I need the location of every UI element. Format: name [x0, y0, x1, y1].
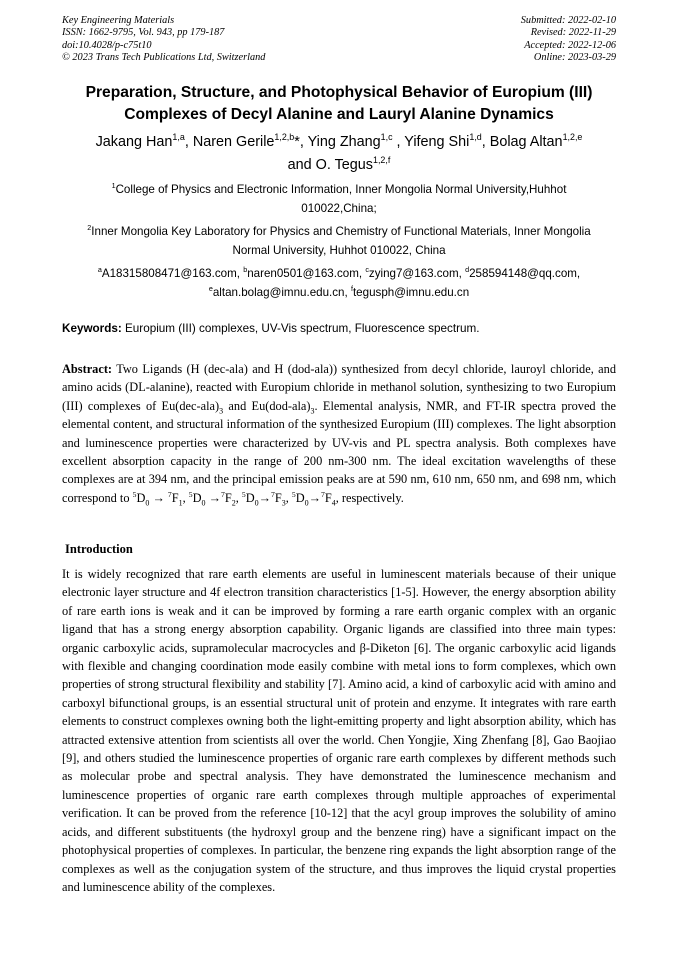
revised-date: Revised: 2022-11-29 — [530, 27, 616, 39]
subscript: 0 — [145, 498, 150, 508]
accepted-date: Accepted: 2022-12-06 — [524, 39, 616, 51]
superscript: 7 — [321, 489, 325, 499]
arrow: → — [258, 490, 271, 505]
online-date: Online: 2023-03-29 — [533, 52, 616, 64]
affil-text: College of Physics and Electronic Information, Inner Mongolia Normal University,Huhhot — [115, 183, 567, 196]
keywords-label: Keywords: — [62, 322, 122, 335]
transition — [291, 489, 404, 508]
affiliation-1 — [40, 181, 638, 218]
affil-text: Inner Mongolia Key Laboratory for Physics and Chemistry of Functional Materials, Inner Mongolia — [91, 225, 591, 238]
email-marker: c — [365, 265, 369, 275]
transition — [188, 489, 242, 508]
email-address: naren0501@163.com, — [247, 267, 366, 280]
superscript: 7 — [167, 489, 172, 499]
subscript: 3 — [310, 406, 315, 416]
introduction-heading: Introduction — [65, 542, 133, 556]
paper-title — [40, 82, 638, 126]
authors-line-1 — [30, 131, 648, 154]
author-affil: 1,c — [380, 132, 393, 143]
abstract-text: . Elemental analysis, NMR, and FT-IR spectra proved the elemental content, and structural information of the synthesized Europium (III) complexes. The light absorption and luminescence properties were characterized by UV-vis and PL spectra analysis. Both complexes have excellent absorption capacity in the range of 200 nm-300 nm. The ideal excitation wavelengths of these complexes are at 394 nm, and the principal emission peaks are at 590 nm, 610 nm, 650 nm, and 698 nm, which correspond to — [62, 398, 616, 505]
journal-header — [62, 15, 265, 65]
email-marker: d — [465, 265, 470, 275]
separator: , — [235, 490, 242, 505]
introduction-body: It is widely recognized that rare earth elements are useful in luminescent materials because of their unique electronic layer structure and 4f electron transition characteristics [1-5]. However, the energy absorption ability of rare earth ions is weak and it can be improved by forming a rare earth organic complex with an organic ligand that has a strong energy absorption capability. Organic ligands are classified into three main types: organic carboxylic acids, supramolecular macrocycles and β-Diketon [6]. The organic carboxylic acid ligands with flexible and changing coordination mode easily combine with metal ions to form complexes, which own properties of strong structural flexibility and stability [7]. Amino acid, a kind of carboxylic acid with amino and carboxyl bifunctional groups, is an essential structural unit of protein and enzyme. It integrates with rare earth elements to construct complexes owning both the light-emitting property and light absorption ability, which has attracted extensive attention from scientists all over the world. Chen Yongjie, Xing Zhenfang [8], Gao Baojiao [9], and others studied the luminescence properties of organic rare earth complexes by different methods such as molecular probe and spectral analysis. They have demonstrated the luminescence mechanism and luminescence properties of organic rare earth complexes through multiple approaches of experimental verification. It can be proved from the reference [10-12] that the acyl group improves the solubility of amino acids, and different substituents (the hydroxyl group and the benzene ring) have a significant impact on the photophysical properties of complexes. In particular, the benzene ring expands the light absorption range of the complexes as well as the conjugation system of the structure, and thus improves the liquid crystal properties and luminescence ability of the complexes. — [62, 567, 616, 894]
arrow: → — [149, 490, 168, 505]
affiliation-2 — [40, 223, 638, 260]
author-name: Jakang Han — [95, 134, 173, 150]
email-address: A18315808471@163.com, — [101, 267, 244, 280]
affil-marker: 2 — [87, 223, 92, 233]
abstract-text: and Eu(dod-ala) — [223, 398, 311, 413]
keywords — [62, 321, 622, 337]
abstract-label: Abstract: — [62, 362, 113, 376]
author-sep: , — [481, 134, 490, 150]
term-symbol: D — [245, 490, 255, 505]
title-line-1: Preparation, Structure, and Photophysical Behavior of Europium (III) — [85, 84, 593, 101]
email-address: 258594148@qq.com, — [469, 267, 581, 280]
dates-header — [521, 15, 616, 65]
abstract — [62, 360, 616, 507]
author-name: Bolag Altan — [489, 134, 563, 150]
author-name: Naren Gerile — [192, 134, 275, 150]
email-address: zying7@163.com, — [368, 267, 466, 280]
author-affil: 1,a — [172, 132, 185, 143]
arrow: → — [205, 490, 221, 505]
term-symbol: F — [171, 490, 179, 505]
email-address: tegusph@imnu.edu.cn — [352, 285, 470, 299]
author-sep: *, — [294, 134, 308, 150]
copyright: © 2023 Trans Tech Publications Ltd, Switzerland — [62, 52, 266, 64]
superscript: 5 — [291, 489, 296, 499]
subscript: 1 — [178, 498, 183, 508]
journal-name: Key Engineering Materials — [62, 15, 175, 26]
separator: , — [182, 490, 189, 505]
author-sep: , — [392, 134, 405, 150]
author-name: Yifeng Shi — [404, 134, 470, 150]
superscript: 5 — [188, 489, 193, 499]
email-marker: b — [243, 265, 248, 275]
subscript: 3 — [281, 498, 286, 508]
superscript: 5 — [241, 489, 246, 499]
subscript: 0 — [201, 498, 206, 508]
title-line-2: Complexes of Decyl Alanine and Lauryl Alanine Dynamics — [124, 106, 554, 123]
keywords-text: Europium (III) complexes, UV-Vis spectrum, Fluorescence spectrum. — [121, 322, 480, 335]
author-affil: 1,2,e — [562, 132, 583, 143]
email-marker: f — [350, 283, 353, 293]
email-marker: e — [208, 283, 213, 293]
author-list — [30, 131, 648, 177]
subscript: 0 — [304, 498, 309, 508]
subscript: 2 — [231, 498, 236, 508]
subscript: 3 — [219, 406, 224, 416]
arrow: → — [308, 490, 321, 505]
transition — [241, 489, 292, 508]
term-symbol: F — [274, 490, 282, 505]
author-emails — [40, 265, 638, 302]
separator: , — [285, 490, 292, 505]
superscript: 7 — [271, 489, 275, 499]
affil-marker: 1 — [111, 181, 116, 191]
author-affil: 1,d — [469, 132, 482, 143]
author-name: Ying Zhang — [307, 134, 381, 150]
superscript: 7 — [221, 489, 225, 499]
superscript: 5 — [132, 489, 137, 499]
abstract-text: Two Ligands (H (dec-ala) and H (dod-ala)) synthesized from decyl chloride, lauroyl chloride, and amino acids (DL-alanine), reacted with Europium chloride in methanol solution, synthesizing to two Europium (III) complexes of Eu(dec-ala) — [62, 362, 616, 413]
authors-line-2 — [30, 154, 648, 177]
term-symbol: D — [192, 490, 202, 505]
doi: doi:10.4028/p-c75t10 — [62, 39, 152, 51]
subscript: 4 — [331, 498, 336, 508]
affil-text-cont: Normal University, Huhhot 010022, China — [232, 243, 446, 257]
submitted-date: Submitted: 2022-02-10 — [520, 15, 616, 26]
term-symbol: F — [324, 490, 332, 505]
transition — [132, 489, 189, 508]
term-symbol: D — [295, 490, 305, 505]
affil-text-cont: 010022,China; — [301, 201, 377, 215]
email-address: altan.bolag@imnu.edu.cn, — [212, 285, 351, 299]
term-symbol: F — [224, 490, 232, 505]
separator: , respectively. — [335, 490, 404, 505]
email-marker: a — [97, 265, 102, 275]
issn: ISSN: 1662-9795, Vol. 943, pp 179-187 — [62, 27, 225, 39]
subscript: 0 — [254, 498, 259, 508]
author-name: and O. Tegus — [287, 157, 373, 173]
author-sep: , — [184, 134, 193, 150]
term-symbol: D — [136, 490, 146, 505]
author-affil: 1,2,f — [373, 155, 391, 166]
author-affil: 1,2,b — [274, 132, 295, 143]
